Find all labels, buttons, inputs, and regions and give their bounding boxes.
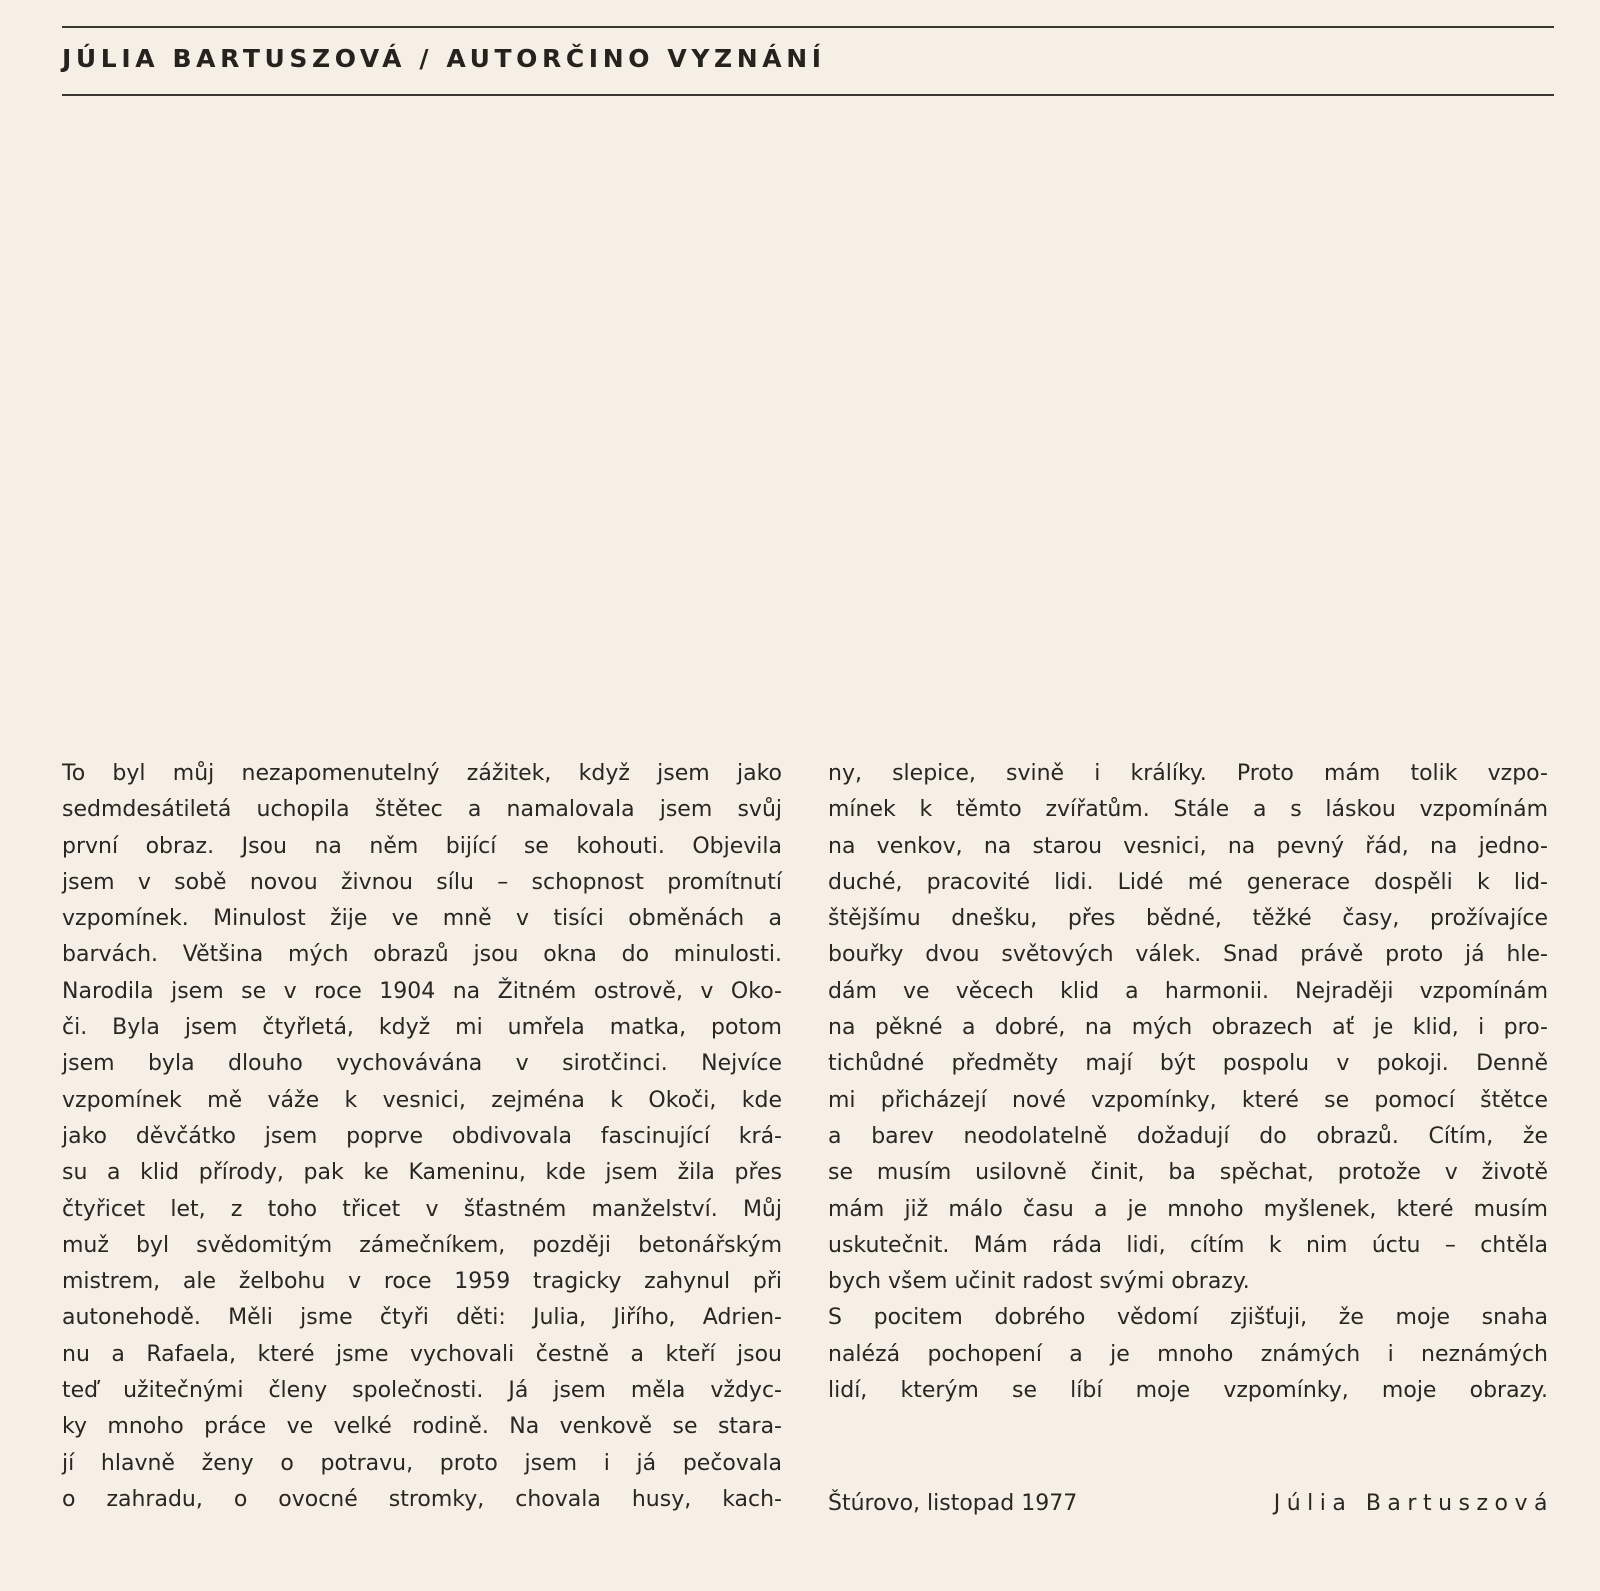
body-line: mistrem, ale želbohu v roce 1959 tragicky zahynul při <box>62 1269 782 1295</box>
body-line: mi přicházejí nové vzpomínky, které se pomocí štětce <box>828 1087 1548 1113</box>
body-line: sedmdesátiletá uchopila štětec a namalovala jsem svůj <box>62 797 782 823</box>
left-text-column <box>62 756 782 1518</box>
body-line: o zahradu, o ovocné stromky, chovala husy, kach- <box>62 1486 782 1512</box>
body-line: či. Byla jsem čtyřletá, když mi umřela matka, potom <box>62 1015 782 1041</box>
author-signature: Júlia Bartuszová <box>1273 1491 1554 1516</box>
body-line: jí hlavně ženy o potravu, proto jsem i já pečovala <box>62 1450 782 1476</box>
body-line: dám ve věcech klid a harmonii. Nejraději vzpomínám <box>828 978 1548 1004</box>
body-line: nalézá pochopení a je mnoho známých i neznámých <box>828 1341 1548 1367</box>
body-line: bouřky dvou světových válek. Snad právě proto já hle- <box>828 942 1548 968</box>
body-line: tichůdné předměty mají být pospolu v pokoji. Denně <box>828 1051 1548 1077</box>
body-line: duché, pracovité lidi. Lidé mé generace dospěli k lid- <box>828 869 1548 895</box>
body-line: lidí, kterým se líbí moje vzpomínky, moje obrazy. <box>828 1378 1548 1404</box>
body-line: muž byl svědomitým zámečníkem, později betonářským <box>62 1232 782 1258</box>
body-line: první obraz. Jsou na něm bijící se kohouti. Objevila <box>62 833 782 859</box>
body-line: štějšímu dnešku, přes bědné, těžké časy, prožívajíce <box>828 906 1548 932</box>
body-line: vzpomínek. Minulost žije ve mně v tisíci obměnách a <box>62 906 782 932</box>
body-line: na pěkné a dobré, na mých obrazech ať je klid, i pro- <box>828 1015 1548 1041</box>
paragraph-end-line: bych všem učinit radost svými obrazy. <box>828 1269 1250 1295</box>
body-line: vzpomínek mě váže k vesnici, zejména k Okoči, kde <box>62 1087 782 1113</box>
right-text-column <box>828 756 1548 1409</box>
body-line: čtyřicet let, z toho třicet v šťastném manželství. Můj <box>62 1196 782 1222</box>
body-line: teď užitečnými členy společnosti. Já jsem měla vždyc- <box>62 1378 782 1404</box>
body-line: barvách. Většina mých obrazů jsou okna do minulosti. <box>62 942 782 968</box>
place-date: Štúrovo, listopad 1977 <box>828 1491 1078 1516</box>
body-line: se musím usilovně činit, ba spěchat, protože v životě <box>828 1160 1548 1186</box>
body-line: jsem v sobě novou živnou sílu – schopnost promítnutí <box>62 869 782 895</box>
body-line: Narodila jsem se v roce 1904 na Žitném ostrově, v Oko- <box>62 978 782 1004</box>
body-line: uskutečnit. Mám ráda lidi, cítím k nim úctu – chtěla <box>828 1232 1548 1258</box>
body-line: S pocitem dobrého vědomí zjišťuji, že moje snaha <box>828 1305 1548 1331</box>
body-line: To byl můj nezapomenutelný zážitek, když jsem jako <box>62 761 782 786</box>
body-line: su a klid přírody, pak ke Kameninu, kde jsem žila přes <box>62 1160 782 1186</box>
body-line: mám již málo času a je mnoho myšlenek, které musím <box>828 1196 1548 1222</box>
top-rule <box>62 26 1554 28</box>
page-title: JÚLIA BARTUSZOVÁ / AUTORČINO VYZNÁNÍ <box>62 44 826 73</box>
body-line: autonehodě. Měli jsme čtyři děti: Julia, Jiřího, Adrien- <box>62 1305 782 1331</box>
title-underline-rule <box>62 94 1554 96</box>
body-line: ny, slepice, svině i králíky. Proto mám tolik vzpo- <box>828 761 1548 786</box>
body-line: jako děvčátko jsem poprve obdivovala fascinující krá- <box>62 1123 782 1149</box>
body-line: jsem byla dlouho vychovávána v sirotčinci. Nejvíce <box>62 1051 782 1077</box>
body-line: nu a Rafaela, které jsme vychovali čestně a kteří jsou <box>62 1341 782 1367</box>
body-line: mínek k těmto zvířatům. Stále a s láskou vzpomínám <box>828 797 1548 823</box>
body-line: ky mnoho práce ve velké rodině. Na venkově se stara- <box>62 1414 782 1440</box>
body-line: a barev neodolatelně dožadují do obrazů. Cítím, že <box>828 1123 1548 1149</box>
body-line: na venkov, na starou vesnici, na pevný řád, na jedno- <box>828 833 1548 859</box>
